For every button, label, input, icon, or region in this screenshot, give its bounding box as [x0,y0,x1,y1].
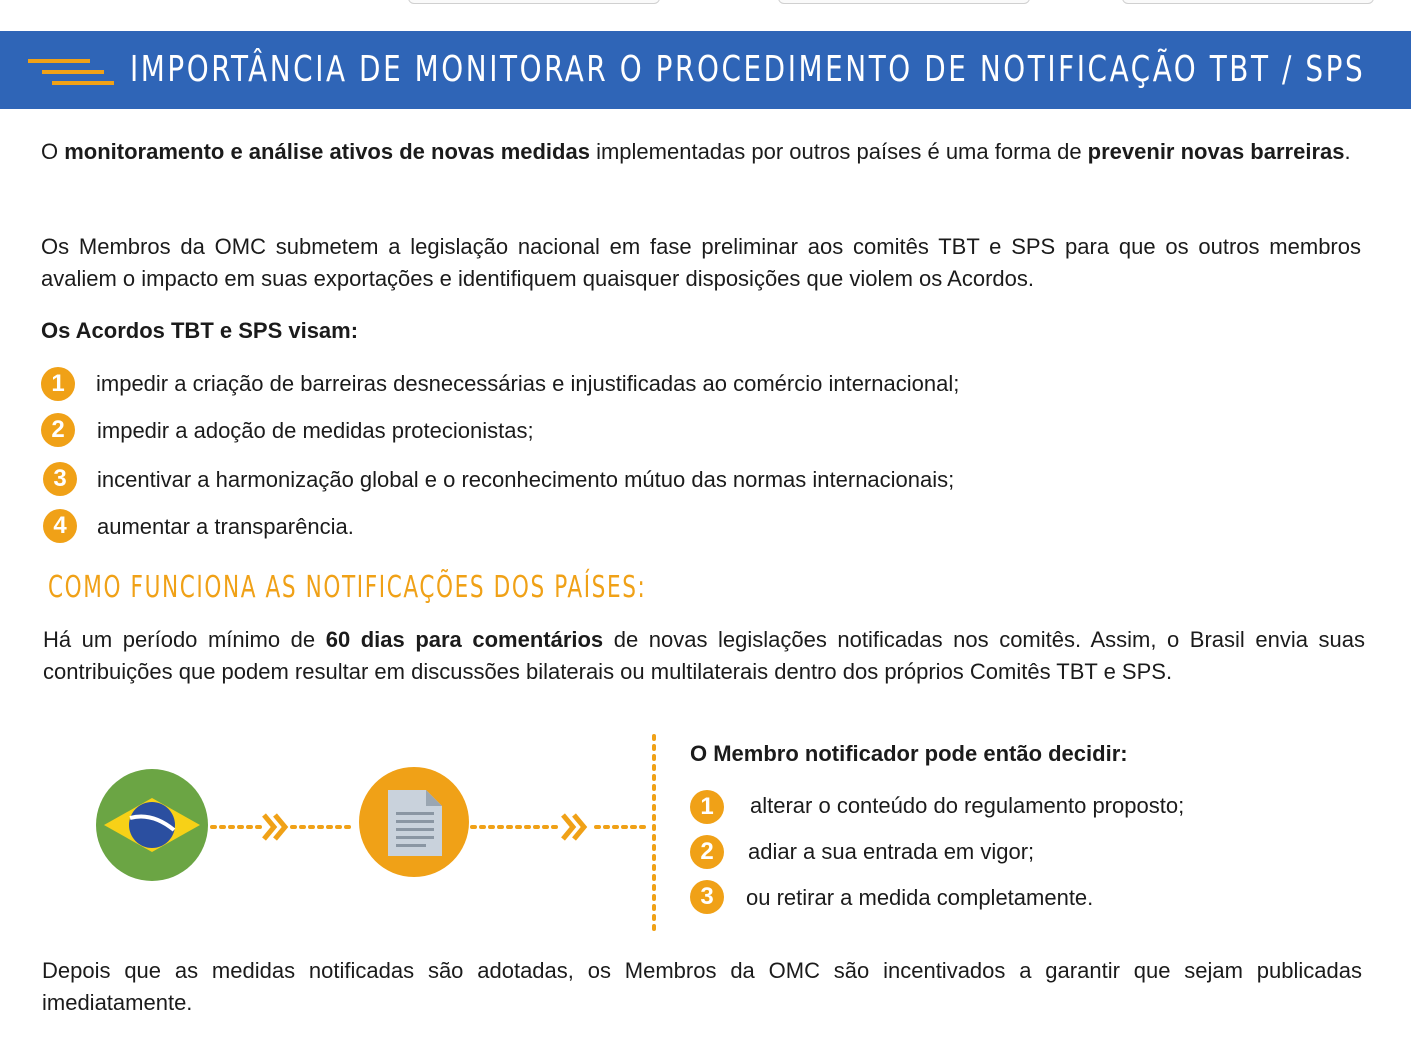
decide-number-1: 1 [690,790,724,824]
document-icon [359,767,469,877]
intro-paragraph-1: O monitoramento e análise ativos de novas medidas implementadas por outros países é uma forma de prevenir novas barreiras. [41,139,1351,164]
aim-number-1: 1 [41,367,75,401]
aims-heading: Os Acordos TBT e SPS visam: [41,318,359,343]
brazil-flag-icon [96,769,208,881]
aim-number-4: 4 [43,509,77,543]
intro-paragraph-2: Os Membros da OMC submetem a legislação nacional em fase preliminar aos comitês TBT e SPS para que os outros membros avaliem o impacto em suas exportações e identifiquem quaisquer disposições que violem os Acordos. [41,234,1361,291]
how-paragraph: Há um período mínimo de 60 dias para comentários de novas legislações notificadas nos comitês. Assim, o Brasil envia suas contribuições que podem resultar em discussões bilaterais ou multilaterais dentro dos próprios Comitês TBT e SPS. [43,627,1365,684]
footer-paragraph: Depois que as medidas notificadas são adotadas, os Membros da OMC são incentivados a garantir que sejam publicadas imediatamente. [42,958,1362,1015]
page-title: IMPORTÂNCIA DE MONITORAR O PROCEDIMENTO DE NOTIFICAÇÃO TBT / SPS [130,49,1366,90]
aim-text-4: aumentar a transparência. [97,514,354,539]
top-tab-1 [408,0,660,4]
title-banner [0,31,1411,109]
dotted-arrow-2 [472,815,650,839]
decide-heading: O Membro notificador pode então decidir: [690,741,1128,766]
top-tab-2 [778,0,1030,4]
how-it-works-heading: COMO FUNCIONA AS NOTIFICAÇÕES DOS PAÍSES: [48,570,647,605]
decide-text-1: alterar o conteúdo do regulamento proposto; [750,793,1185,818]
aim-number-3: 3 [43,462,77,496]
decide-text-3: ou retirar a medida completamente. [746,885,1094,910]
decide-number-3: 3 [690,880,724,914]
aim-text-2: impedir a adoção de medidas protecionistas; [97,418,534,443]
decide-text-2: adiar a sua entrada em vigor; [748,839,1035,864]
top-tab-3 [1122,0,1374,4]
aim-number-2: 2 [41,413,75,447]
decide-number-2: 2 [690,835,724,869]
aim-text-1: impedir a criação de barreiras desnecessárias e injustificadas ao comércio internacional; [96,371,960,396]
dotted-arrow-1 [212,815,352,839]
menu-lines-icon [28,57,118,87]
notification-flow-diagram [0,730,700,940]
aim-text-3: incentivar a harmonização global e o reconhecimento mútuo das normas internacionais; [97,467,955,492]
